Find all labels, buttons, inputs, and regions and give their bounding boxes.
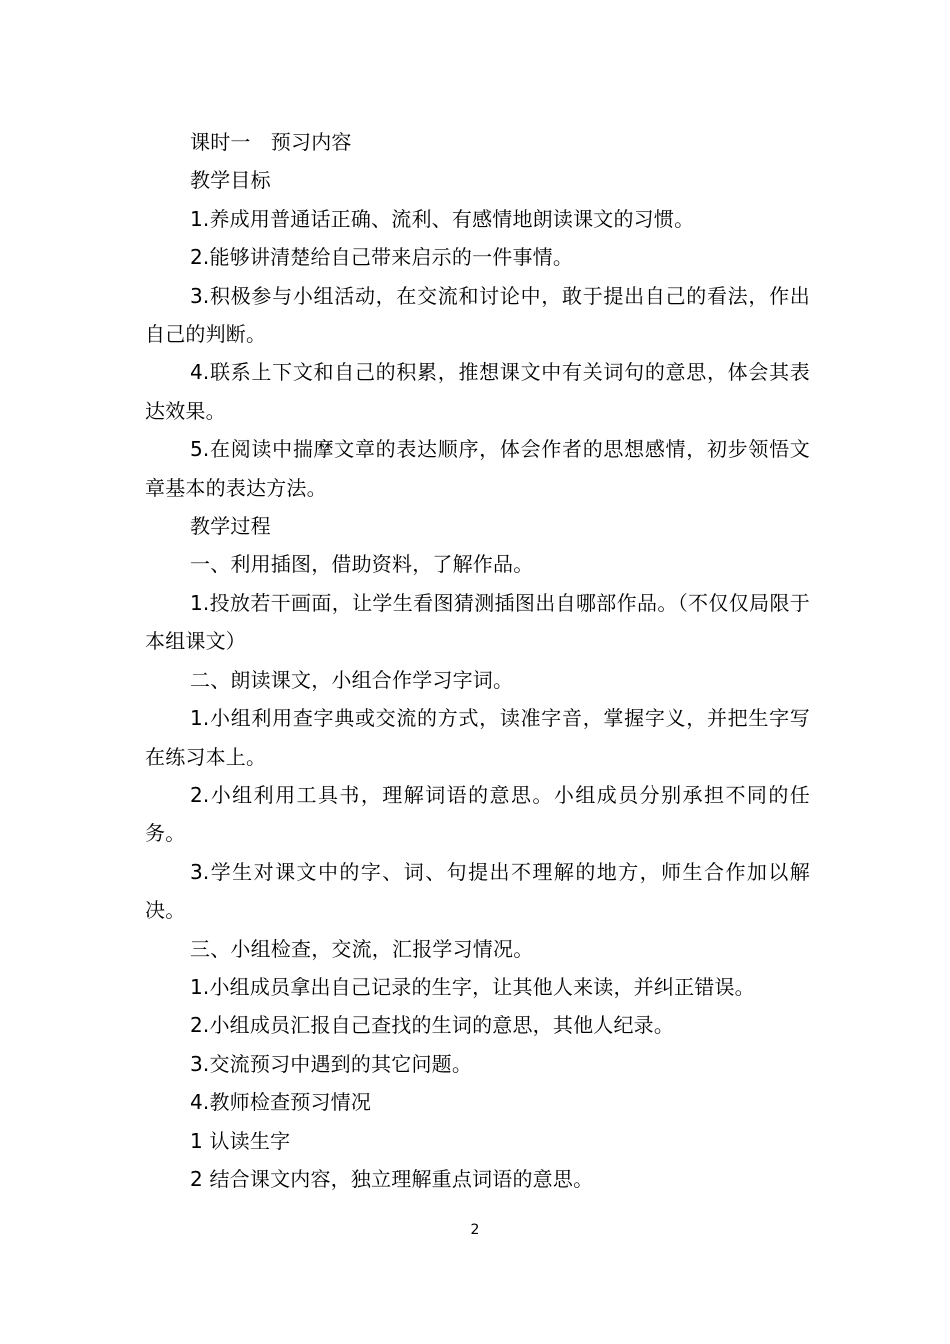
process-item: 4.教师检查预习情况 [190, 1090, 372, 1115]
process-subitem: 1 认读生字 [190, 1128, 291, 1153]
objective-item: 4.联系上下文和自己的积累，推想课文中有关词句的意思，体会其表达效果。 [145, 360, 810, 423]
process-item: 2.小组利用工具书，理解词语的意思。小组成员分别承担不同的任务。 [145, 782, 810, 846]
process-step-heading: 一、利用插图，借助资料，了解作品。 [190, 552, 534, 577]
process-item: 1.小组成员拿出自己记录的生字，让其他人来读，并纠正错误。 [190, 974, 755, 999]
process-item: 2.小组成员汇报自己查找的生词的意思，其他人纪录。 [190, 1013, 675, 1038]
objective-item: 2.能够讲清楚给自己带来启示的一件事情。 [190, 245, 574, 270]
page-number: 2 [470, 1222, 480, 1238]
lesson-heading: 课时一 预习内容 [190, 130, 352, 154]
process-item: 3.学生对课文中的字、词、句提出不理解的地方，师生合作加以解决。 [145, 859, 810, 923]
section-heading-objectives: 教学目标 [190, 168, 271, 193]
process-subitem: 2 结合课文内容，独立理解重点词语的意思。 [190, 1166, 594, 1191]
document-body [145, 123, 810, 1198]
objective-item: 3.积极参与小组活动，在交流和讨论中，敢于提出自己的看法，作出自己的判断。 [145, 283, 810, 347]
process-item: 1.小组利用查字典或交流的方式，读准字音，掌握字义，并把生字写在练习本上。 [145, 706, 810, 769]
process-step-heading: 三、小组检查，交流，汇报学习情况。 [190, 936, 534, 961]
process-item: 1.投放若干画面，让学生看图猜测插图出自哪部作品。（不仅仅局限于本组课文） [145, 590, 810, 654]
objective-item: 1.养成用普通话正确、流利、有感情地朗读课文的习惯。 [190, 206, 695, 231]
process-step-heading: 二、朗读课文，小组合作学习字词。 [190, 667, 514, 692]
section-heading-process: 教学过程 [190, 514, 271, 539]
objective-item: 5.在阅读中揣摩文章的表达顺序，体会作者的思想感情，初步领悟文章基本的表达方法。 [145, 437, 810, 500]
process-item: 3.交流预习中遇到的其它问题。 [190, 1051, 473, 1076]
